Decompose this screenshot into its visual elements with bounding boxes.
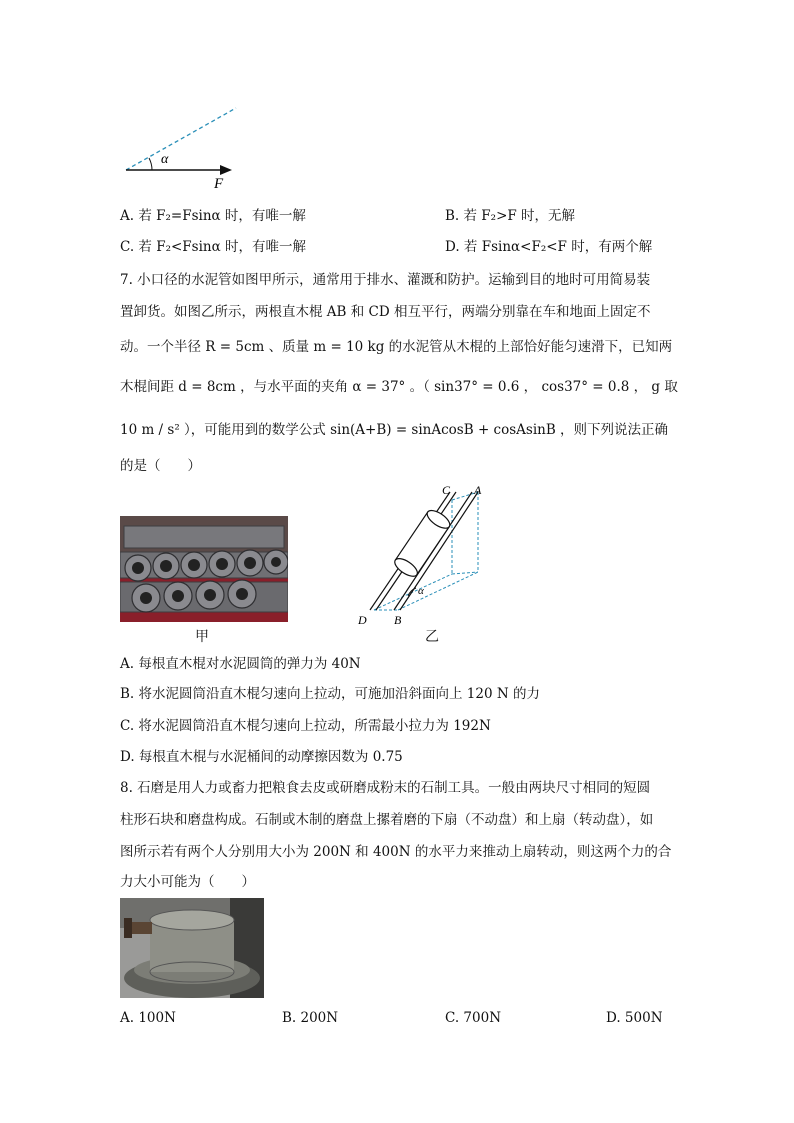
q7-stem-line-3: 动。一个半径 R = 5cm 、质量 m = 10 kg 的水泥管从木棍的上部恰好能匀速滑下，已知两	[120, 339, 673, 355]
q8-option-b[interactable]: B. 200N	[282, 1010, 339, 1026]
label-b: B	[394, 613, 402, 626]
label-a: A	[474, 483, 482, 497]
cement-pipes-photo	[120, 516, 288, 622]
label-d: D	[358, 613, 367, 626]
q8-stem-line-4: 力大小可能为（ ）	[120, 874, 255, 890]
q7-option-d[interactable]: D. 每根直木棍与水泥桶间的动摩擦因数为 0.75	[120, 749, 403, 765]
q6-option-a[interactable]: A. 若 F₂=Fsinα 时，有唯一解	[120, 208, 306, 224]
q7-stem-line-6: 的是（ ）	[120, 458, 201, 474]
inclined-rods-diagram	[352, 482, 492, 626]
dashed-direction-line	[126, 108, 236, 170]
label-alpha: α	[418, 585, 424, 597]
q7-option-c[interactable]: C. 将水泥圆筒沿直木棍匀速向上拉动，所需最小拉力为 192N	[120, 718, 491, 734]
q7-option-a[interactable]: A. 每根直木棍对水泥圆筒的弹力为 40N	[120, 656, 361, 672]
q7-option-b[interactable]: B. 将水泥圆筒沿直木棍匀速向上拉动，可施加沿斜面向上 120 N 的力	[120, 686, 540, 702]
q8-stem-line-1: 8. 石磨是用人力或畜力把粮食去皮或研磨成粉末的石制工具。一般由两块尺寸相同的短圆	[120, 780, 651, 796]
q8-stem-line-2: 柱形石块和磨盘构成。石制或木制的磨盘上摞着磨的下扇（不动盘）和上扇（转动盘），如	[120, 812, 654, 828]
label-c: C	[442, 483, 451, 497]
millstone-photo	[120, 898, 264, 998]
q8-option-a[interactable]: A. 100N	[120, 1010, 176, 1026]
photo-caption-jia: 甲	[195, 629, 209, 645]
force-angle-figure	[118, 100, 248, 192]
angle-arc	[149, 158, 152, 170]
force-label: F	[214, 176, 224, 192]
q6-option-d[interactable]: D. 若 Fsinα<F₂<F 时，有两个解	[445, 239, 653, 255]
q8-option-c[interactable]: C. 700N	[445, 1010, 502, 1026]
diagram-caption-yi: 乙	[425, 629, 439, 645]
q7-stem-line-4: 木棍间距 d = 8cm ，与水平面的夹角 α = 37° 。（ sin37° = 0.6 ， cos37° = 0.8 ， g 取	[120, 379, 678, 395]
q6-option-b[interactable]: B. 若 F₂>F 时，无解	[445, 208, 576, 224]
force-arrow-head	[220, 165, 232, 175]
angle-label: α	[161, 152, 169, 167]
q7-stem-line-1: 7. 小口径的水泥管如图甲所示，通常用于排水、灌溉和防护。运输到目的地时可用简易装	[120, 272, 651, 288]
q8-option-d[interactable]: D. 500N	[606, 1010, 663, 1026]
q6-option-c[interactable]: C. 若 F₂<Fsinα 时，有唯一解	[120, 239, 307, 255]
q7-stem-line-2: 置卸货。如图乙所示，两根直木棍 AB 和 CD 相互平行，两端分别靠在车和地面上固定不	[120, 304, 651, 320]
q8-stem-line-3: 图所示若有两个人分别用大小为 200N 和 400N 的水平力来推动上扇转动，则这两个力的合	[120, 844, 672, 860]
q7-stem-line-5: 10 m / s² ），可能用到的数学公式 sin(A+B) = sinAcosB + cosAsinB ，则下列说法正确	[120, 422, 669, 438]
